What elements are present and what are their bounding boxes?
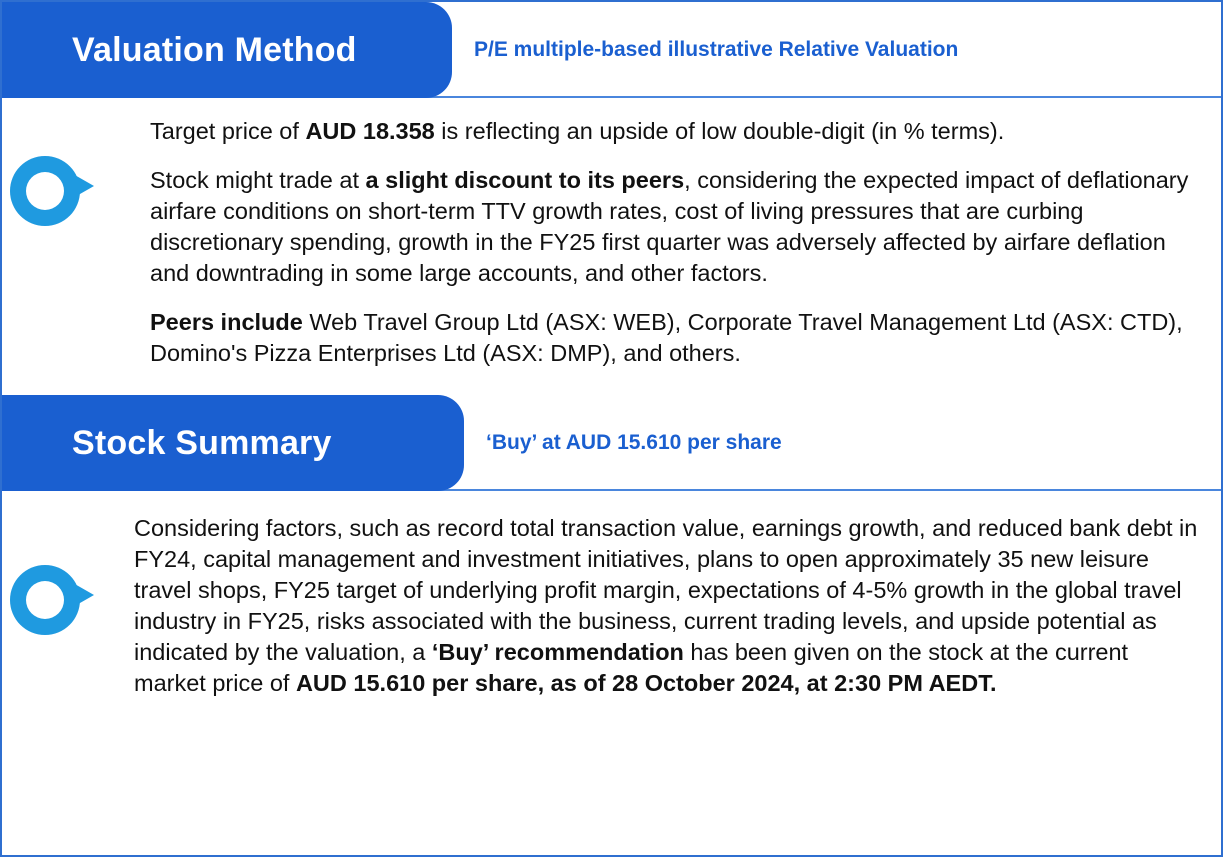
- text-run-bold: AUD 15.610 per share, as of 28 October 2024, at 2:30 PM AEDT.: [295, 670, 997, 697]
- text-run: Web Travel Group Ltd (ASX: WEB), Corporate Travel Management Ltd (ASX: CTD), Domino's Pizza Enterprises Ltd (ASX: DMP), and others.: [150, 309, 1183, 367]
- section-tab-label: Stock Summary: [72, 423, 332, 462]
- paragraph: [134, 513, 1201, 699]
- section-tab-label: Valuation Method: [72, 30, 357, 69]
- section-subtitle-container: [452, 2, 1221, 98]
- section-body-valuation-method: [2, 98, 1221, 369]
- location-pin-icon: [10, 565, 94, 637]
- paragraph: [150, 165, 1201, 289]
- section-tab-stock-summary: [2, 395, 464, 491]
- text-run: Target price of: [150, 118, 306, 144]
- text-run: is reflecting an upside of low double-digit (in % terms).: [434, 118, 1005, 144]
- section-paragraphs: [150, 116, 1221, 369]
- section-body-stock-summary: [2, 491, 1221, 699]
- section-paragraphs: [134, 513, 1221, 699]
- section-spacer: [2, 369, 1221, 395]
- paragraph: [150, 307, 1201, 369]
- text-run: has been given on the stock at the current market price of: [134, 639, 1129, 697]
- section-header-stock-summary: [2, 395, 1221, 491]
- text-run: Stock might trade at: [150, 167, 366, 194]
- text-run: , considering the expected impact of deflationary airfare conditions on short-term TTV growth rates, cost of living pressures that are curbing discretionary spending, growth in the FY25 first quarter was adversely affected by airfare deflation and downtrading in some large accounts, and other factors.: [150, 167, 1189, 287]
- text-run-bold: AUD 18.358: [305, 118, 435, 144]
- text-run: Considering factors, such as record total transaction value, earnings growth, and reduced bank debt in FY24, capital management and investment initiatives, plans to open approximately 35 new leisure travel shops, FY25 target of underlying profit margin, expectations of 4-5% growth in the global travel industry in FY25, risks associated with the business, current trading levels, and upside potential as indicated by the valuation, a: [134, 515, 1198, 666]
- paragraph: [150, 116, 1201, 147]
- text-run-bold: a slight discount to its peers: [365, 167, 685, 194]
- text-run-bold: ‘Buy’ recommendation: [431, 639, 684, 666]
- section-tab-valuation-method: [2, 2, 452, 98]
- text-run-bold: Peers include: [150, 309, 303, 336]
- location-pin-icon: [10, 156, 94, 228]
- section-subtitle-container: [464, 395, 1221, 491]
- section-subtitle: P/E multiple-based illustrative Relative Valuation: [474, 38, 959, 61]
- section-header-valuation-method: [2, 2, 1221, 98]
- section-subtitle: ‘Buy’ at AUD 15.610 per share: [486, 431, 782, 455]
